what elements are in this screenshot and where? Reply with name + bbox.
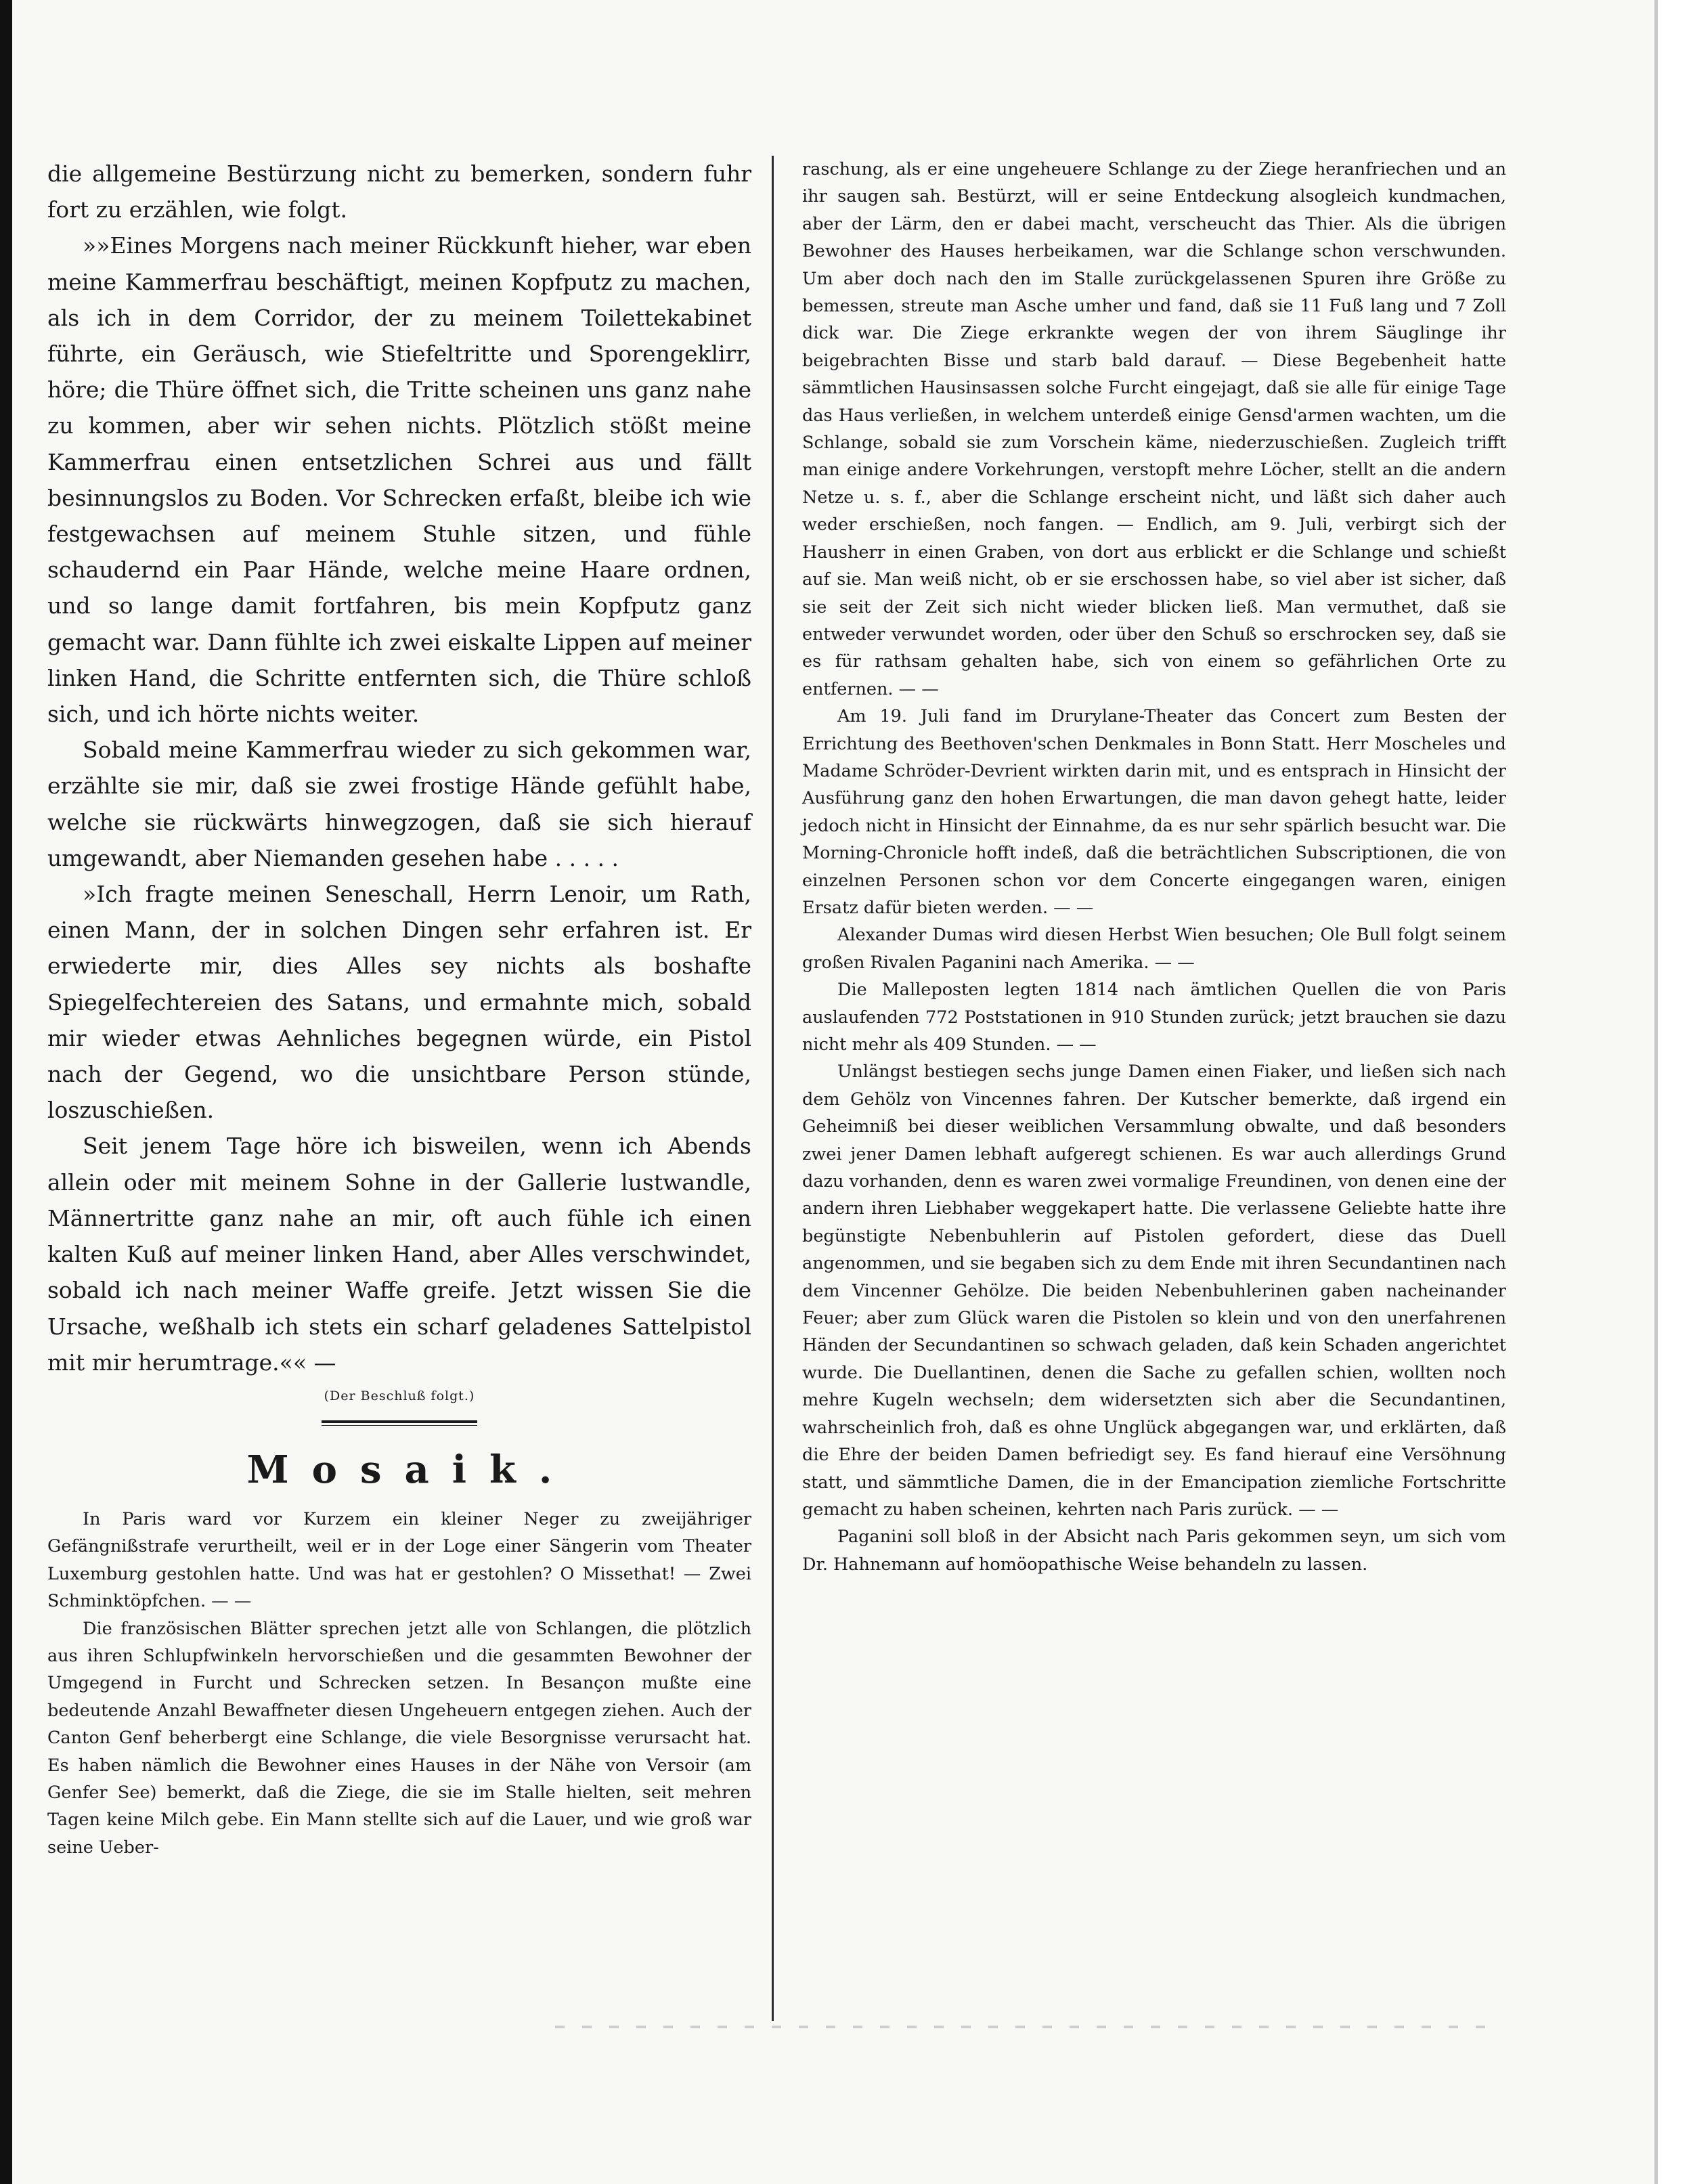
section-rule xyxy=(47,1416,751,1428)
mosaik-item: Die Malleposten legten 1814 nach ämtlichen Quellen die von Paris auslaufenden 772 Poststationen in 910 Stunden zurück; jetzt brauchen sie dazu nicht mehr als 409 Stunden. — — xyxy=(802,980,1506,1055)
mosaik-items-left xyxy=(47,1506,751,1861)
mosaik-item: Paganini soll bloß in der Absicht nach Paris gekommen seyn, um sich vom Dr. Hahnemann auf homöopathische Weise behandeln zu lassen. xyxy=(802,1527,1506,1575)
section-rule-line xyxy=(322,1420,477,1426)
scan-left-edge xyxy=(0,0,12,2184)
story-paragraph: Sobald meine Kammerfrau wieder zu sich gekommen war, erzählte sie mir, daß sie zwei frostige Hände gefühlt habe, welche sie rückwärts hinwegzogen, daß sie sich hierauf umgewandt, aber Niemanden gesehen habe . . . . . xyxy=(47,737,751,871)
mosaik-item: Alexander Dumas wird diesen Herbst Wien besuchen; Ole Bull folgt seinem großen Rivalen Paganini nach Amerika. — — xyxy=(802,925,1506,973)
mosaik-item: Am 19. Juli fand im Drurylane-Theater das Concert zum Besten der Errichtung des Beethoven'schen Denkmales in Bonn Statt. Herr Moscheles und Madame Schröder-Devrient wirkten darin mit, und es entsprach in Hinsicht der Ausführung ganz den hohen Erwartungen, die man davon gehegt hatte, leider jedoch nicht in Hinsicht der Einnahme, da es nur sehr spärlich besucht war. Die Morning-Chronicle hofft indeß, daß die beträchtlichen Subscriptionen, die von einzelnen Personen schon vor dem Concerte eingegangen waren, einigen Ersatz dafür bieten werden. — — xyxy=(802,706,1506,918)
continued-note: (Der Beschluß folgt.) xyxy=(324,1388,475,1403)
mosaik-item: In Paris ward vor Kurzem ein kleiner Neger zu zweijähriger Gefängnißstrafe verurtheilt, weil er in der Loge einer Sängerin vom Theater Luxemburg gestohlen hatte. Und was hat er gestohlen? O Missethat! — Zwei Schminktöpfchen. — — xyxy=(47,1508,751,1612)
section-heading-mosaik: Mosaik. xyxy=(246,1447,575,1492)
mosaik-item: raschung, als er eine ungeheuere Schlange zu der Ziege heranfriechen und an ihr saugen sah. Bestürzt, will er seine Entdeckung alsogleich kundmachen, aber der Lärm, den er dabei macht, verscheucht das Thier. Als die übrigen Bewohner des Hauses herbeikamen, war die Schlange schon verschwunden. Um aber doch nach den im Stalle zurückgelassenen Spuren ihre Größe zu bemessen, streute man Asche umher und fand, daß sie 11 Fuß lang und 7 Zoll dick war. Die Ziege erkrankte wegen der von ihrem Säuglinge ihr beigebrachten Bisse und starb bald darauf. — Diese Begebenheit hatte sämmtlichen Hausinsassen solche Furcht eingejagt, daß sie alle für einige Tage das Haus verließen, in welchem unterdeß einige Gensd'armen wachten, um die Schlange, sobald sie zum Vorschein käme, niederzuschießen. Zugleich trifft man einige andere Vorkehrungen, verstopft mehre Löcher, stellt an die andern Netze u. s. f., aber die Schlange erscheint nicht, und läßt sich daher auch weder erschießen, noch fangen. — Endlich, am 9. Juli, verbirgt sich der Hausherr in einen Graben, von dort aus erblickt er die Schlange und schießt auf sie. Man weiß nicht, ob er sie erschossen habe, so viel aber ist sicher, daß sie seit der Zeit sich nicht wieder blicken ließ. Man vermuthet, daß sie entweder verwundet worden, oder über den Schuß so erschrocken sey, daß sie es für rathsam gehalten habe, sich von einem so gefährlichen Orte zu entfernen. — — xyxy=(802,159,1506,699)
scan-right-margin xyxy=(1658,0,1693,2184)
left-column xyxy=(47,156,751,1861)
story-continuation xyxy=(47,156,751,1380)
right-column xyxy=(802,156,1506,1578)
newspaper-page xyxy=(47,156,1506,2051)
story-paragraph: Seit jenem Tage höre ich bisweilen, wenn ich Abends allein oder mit meinem Sohne in der Gallerie lustwandle, Männertritte ganz nahe an mir, oft auch fühle ich einen kalten Kuß auf meiner linken Hand, aber Alles verschwindet, sobald ich nach meiner Waffe greife. Jetzt wissen Sie die Ursache, weßhalb ich stets ein scharf geladenes Sattelpistol mit mir herumtrage.«« — xyxy=(47,1133,751,1376)
mosaik-item: Die französischen Blätter sprechen jetzt alle von Schlangen, die plötzlich aus ihren Schlupfwinkeln hervorschießen und die gesammten Bewohner der Umgegend in Furcht und Schrecken setzen. In Besançon mußte eine bedeutende Anzahl Bewaffneter diesen Ungeheuern entgegen ziehen. Auch der Canton Genf beherbergt eine Schlange, die viele Besorgnisse verursacht hat. Es haben nämlich die Bewohner eines Hauses in der Nähe von Versoir (am Genfer See) bemerkt, daß die Ziege, die sie im Stalle hielten, seit mehren Tagen keine Milch gebe. Ein Mann stellte sich auf die Lauer, und wie groß war seine Ueber- xyxy=(47,1618,751,1858)
story-paragraph: »»Eines Morgens nach meiner Rückkunft hieher, war eben meine Kammerfrau beschäftigt, meinen Kopfputz zu machen, als ich in dem Corridor, der zu meinem Toilettekabinet führte, ein Geräusch, wie Stiefeltritte und Sporengeklirr, höre; die Thüre öffnet sich, die Tritte scheinen uns ganz nahe zu kommen, aber wir sehen nichts. Plötzlich stößt meine Kammerfrau einen entsetzlichen Schrei aus und fällt besinnungslos zu Boden. Vor Schrecken erfaßt, bleibe ich wie festgewachsen auf meinem Stuhle sitzen, und fühle schaudernd ein Paar Hände, welche meine Haare ordnen, und so lange damit fortfahren, bis mein Kopfputz ganz gemacht war. Dann fühlte ich zwei eiskalte Lippen auf meiner linken Hand, die Schritte entfernten sich, die Thüre schloß sich, und ich hörte nichts weiter. xyxy=(47,232,751,728)
print-smudge xyxy=(555,2026,1489,2028)
column-divider xyxy=(772,156,774,2021)
story-paragraph: die allgemeine Bestürzung nicht zu bemerken, sondern fuhr fort zu erzählen, wie folgt. xyxy=(47,160,751,223)
mosaik-item: Unlängst bestiegen sechs junge Damen einen Fiaker, und ließen sich nach dem Gehölz von Vincennes fahren. Der Kutscher bemerkte, daß irgend ein Geheimniß bei dieser weiblichen Versammlung obwalte, und daß besonders zwei jener Damen lebhaft aufgeregt schienen. Es war auch allerdings Grund dazu vorhanden, denn es waren zwei vormalige Freundinen, von denen eine der andern ihren Liebhaber weggekapert hatte. Die verlassene Geliebte hatte ihre begünstigte Nebenbuhlerin auf Pistolen gefordert, diese das Duell angenommen, und sie begaben sich zu dem Ende mit ihren Secundantinen nach dem Vincenner Gehölze. Die beiden Nebenbuhlerinen gaben nacheinander Feuer; aber zum Glück waren die Pistolen so klein und von den unerfahrenen Händen der Secundantinen so schwach geladen, daß kein Schaden angerichtet wurde. Die Duellantinen, denen die Sache zu gefallen schien, wollten noch mehre Kugeln wechseln; dem widersetzten sich aber die Secundantinen, wahrscheinlich froh, daß es ohne Unglück abgegangen war, und erklärten, daß die Ehre der beiden Damen befriedigt sey. Es fand hierauf eine Versöhnung statt, und sämmtliche Damen, die in der Emancipation ziemliche Fortschritte gemacht zu haben scheinen, kehrten nach Paris zurück. — — xyxy=(802,1062,1506,1520)
story-paragraph: »Ich fragte meinen Seneschall, Herrn Lenoir, um Rath, einen Mann, der in solchen Dingen sehr erfahren ist. Er erwiederte mir, dies Alles sey nichts als boshafte Spiegelfechtereien des Satans, und ermahnte mich, sobald mir wieder etwas Aehnliches begegnen würde, ein Pistol nach der Gegend, wo die unsichtbare Person stünde, loszuschießen. xyxy=(47,881,751,1124)
